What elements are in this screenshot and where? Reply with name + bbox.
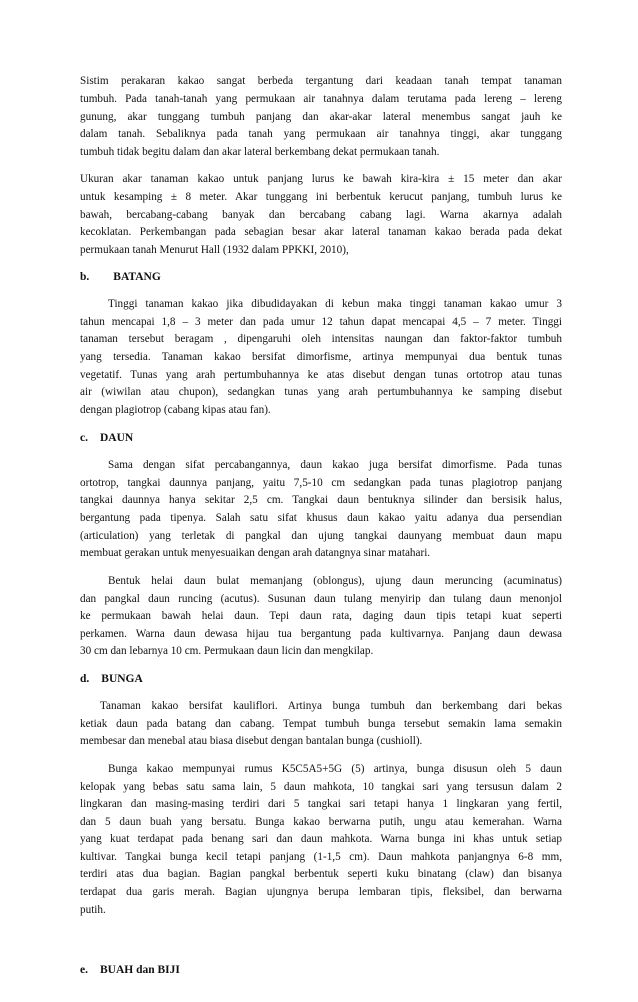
section-title: BUNGA: [101, 673, 143, 685]
bunga-p2-line-9: putih.: [80, 904, 106, 916]
batang-line-4: yang tersedia. Tanaman kakao bersifat dimorfisme, artinya mempunyai dua bentuk tunas: [80, 351, 562, 363]
intro-p2-line-4: kecoklatan. Perkembangan pada sebagian besar akar lateral tanaman kakao berada pada dekat: [80, 226, 562, 238]
section-heading-buah: [80, 963, 180, 977]
daun-p2-line-5: 30 cm dan lebarnya 10 cm. Permukaan daun licin dan mengkilap.: [80, 645, 374, 657]
batang-line-2: tahun mencapai 1,8 – 3 meter dan pada umur 12 tahun dapat mencapai 4,5 – 7 meter. Tinggi: [80, 316, 562, 328]
bunga-p1-line-1: Tanaman kakao bersifat kauliflori. Artinya bunga tumbuh dan berkembang dari bekas: [100, 700, 562, 712]
batang-line-6: air (wiwilan atau chupon), sedangkan tunas yang arah pertumbuhannya ke samping disebut: [80, 386, 562, 398]
section-title: BUAH dan BIJI: [99, 964, 180, 976]
batang-line-7: dengan plagiotrop (cabang kipas atau fan).: [80, 404, 271, 416]
intro-p1-line-5: tumbuh tidak begitu dalam dan akar lateral berkembang dekat permukaan tanah.: [80, 146, 440, 158]
batang-line-3: tanaman tersebut beragam , dipengaruhi oleh intensitas naungan dan faktor-faktor tumbuh: [80, 333, 562, 345]
intro-p2-line-3: bawah, bercabang-cabang banyak dan bercabang cabang lagi. Warna akarnya adalah: [80, 209, 562, 221]
section-label: d.: [80, 673, 90, 685]
bunga-p2-line-2: kelopak yang bebas satu sama lain, 5 daun mahkota, 10 tangkai sari yang tersusun dalam 2: [80, 781, 562, 793]
section-label: e.: [80, 964, 88, 976]
daun-p1-line-2: ortotrop, tangkai daunnya panjang, yaitu 7,5-10 cm sedangkan pada tunas plagiotrop panjang: [80, 477, 562, 489]
bunga-p2-line-1: Bunga kakao mempunyai rumus K5C5A5+5G (5) artinya, bunga disusun oleh 5 daun: [108, 763, 562, 775]
intro-p1-line-1: Sistim perakaran kakao sangat berbeda tergantung dari keadaan tanah tempat tanaman: [80, 75, 562, 87]
section-heading-bunga: [80, 672, 143, 686]
bunga-p2-line-7: terdiri atas dua bagian. Bagian pangkal berbentuk seperti kuku binatang (claw) dan bisanya: [80, 868, 562, 880]
daun-p1-line-5: (articulation) yang terletak di pangkal dan ujung tangkai daunyang membuat daun mapu: [80, 530, 562, 542]
bunga-p2-line-3: lingkaran dan masing-masing terdiri dari 5 tangkai sari tetapi hanya 1 lingkaran yang fertil,: [80, 798, 562, 810]
bunga-p1-line-2: ketiak daun pada batang dan cabang. Tempat tumbuh bunga tersebut semakin lama semakin: [80, 718, 562, 730]
intro-p2-line-5: permukaan tanah Menurut Hall (1932 dalam PPKKI, 2010),: [80, 244, 349, 256]
section-heading-batang: [80, 270, 161, 284]
intro-p2-line-1: Ukuran akar tanaman kakao untuk panjang lurus ke bawah kira-kira ± 15 meter dan akar: [80, 173, 562, 185]
daun-p2-line-2: dan pangkal daun runcing (acutus). Susunan daun tulang menyirip dan tulang daun menonjol: [80, 593, 562, 605]
daun-p2-line-4: perkamen. Warna daun dewasa hijau tua bergantung pada kultivarnya. Panjang daun dewasa: [80, 628, 562, 640]
daun-p1-line-1: Sama dengan sifat percabangannya, daun kakao juga bersifat dimorfisme. Pada tunas: [108, 459, 562, 471]
bunga-p2-line-5: yang kuat terdapat pada benang sari dan daun mahkota. Warna bunga ini khas untuk setiap: [80, 833, 562, 845]
batang-line-1: Tinggi tanaman kakao jika dibudidayakan di kebun maka tinggi tanaman kakao umur 3: [108, 298, 562, 310]
section-title: DAUN: [99, 432, 134, 444]
daun-p2-line-1: Bentuk helai daun bulat memanjang (oblongus), ujung daun meruncing (acuminatus): [108, 575, 562, 587]
bunga-p2-line-4: dan 5 daun buah yang bersatu. Bunga kakao berwarna putih, ungu atau kemerahan. Warna: [80, 816, 562, 828]
daun-p1-line-3: tangkai daunnya hanya sekitar 2,5 cm. Tangkai daun bentuknya silinder dan bersisik halus,: [80, 494, 562, 506]
daun-p1-line-6: membuat gerakan untuk menyesuaikan dengan arah datangnya sinar matahari.: [80, 547, 431, 559]
bunga-p2-line-6: kultivar. Tangkai bunga kecil tetapi panjang (1-1,5 cm). Daun mahkota panjangnya 6-8 mm,: [80, 851, 562, 863]
bunga-p2-line-8: terdapat dua garis merah. Bagian ujungnya berupa lembaran tipis, fleksibel, dan berwarna: [80, 886, 562, 898]
section-heading-daun: [80, 431, 133, 445]
daun-p2-line-3: ke permukaan bawah helai daun. Tepi daun rata, daging daun tipis tetapi kuat seperti: [80, 610, 562, 622]
batang-line-5: vegetatif. Tunas yang arah pertumbuhannya ke atas disebut dengan tunas ortotrop atau tunas: [80, 369, 562, 381]
intro-p1-line-4: dalam tanah. Sebaliknya pada tanah yang permukaan air tanahnya tinggi, akar tunggang: [80, 128, 562, 140]
daun-p1-line-4: bergantung pada tipenya. Salah satu sifat khusus daun kakao yaitu adanya dua persendian: [80, 512, 562, 524]
intro-p1-line-2: tumbuh. Pada tanah-tanah yang permukaan air tanahnya dalam terutama pada lereng – lereng: [80, 93, 562, 105]
section-label: b.: [80, 271, 90, 283]
intro-p2-line-2: untuk kesamping ± 8 meter. Akar tunggang ini berbentuk kerucut panjang, tumbuh lurus ke: [80, 191, 562, 203]
bunga-p1-line-3: membesar dan menebal atau biasa disebut dengan bantalan bunga (cushioll).: [80, 735, 423, 747]
section-title: BATANG: [113, 271, 161, 283]
section-label: c.: [80, 432, 88, 444]
intro-p1-line-3: gunung, akar tunggang tumbuh panjang dan akar-akar lateral menembus sangat jauh ke: [80, 111, 562, 123]
